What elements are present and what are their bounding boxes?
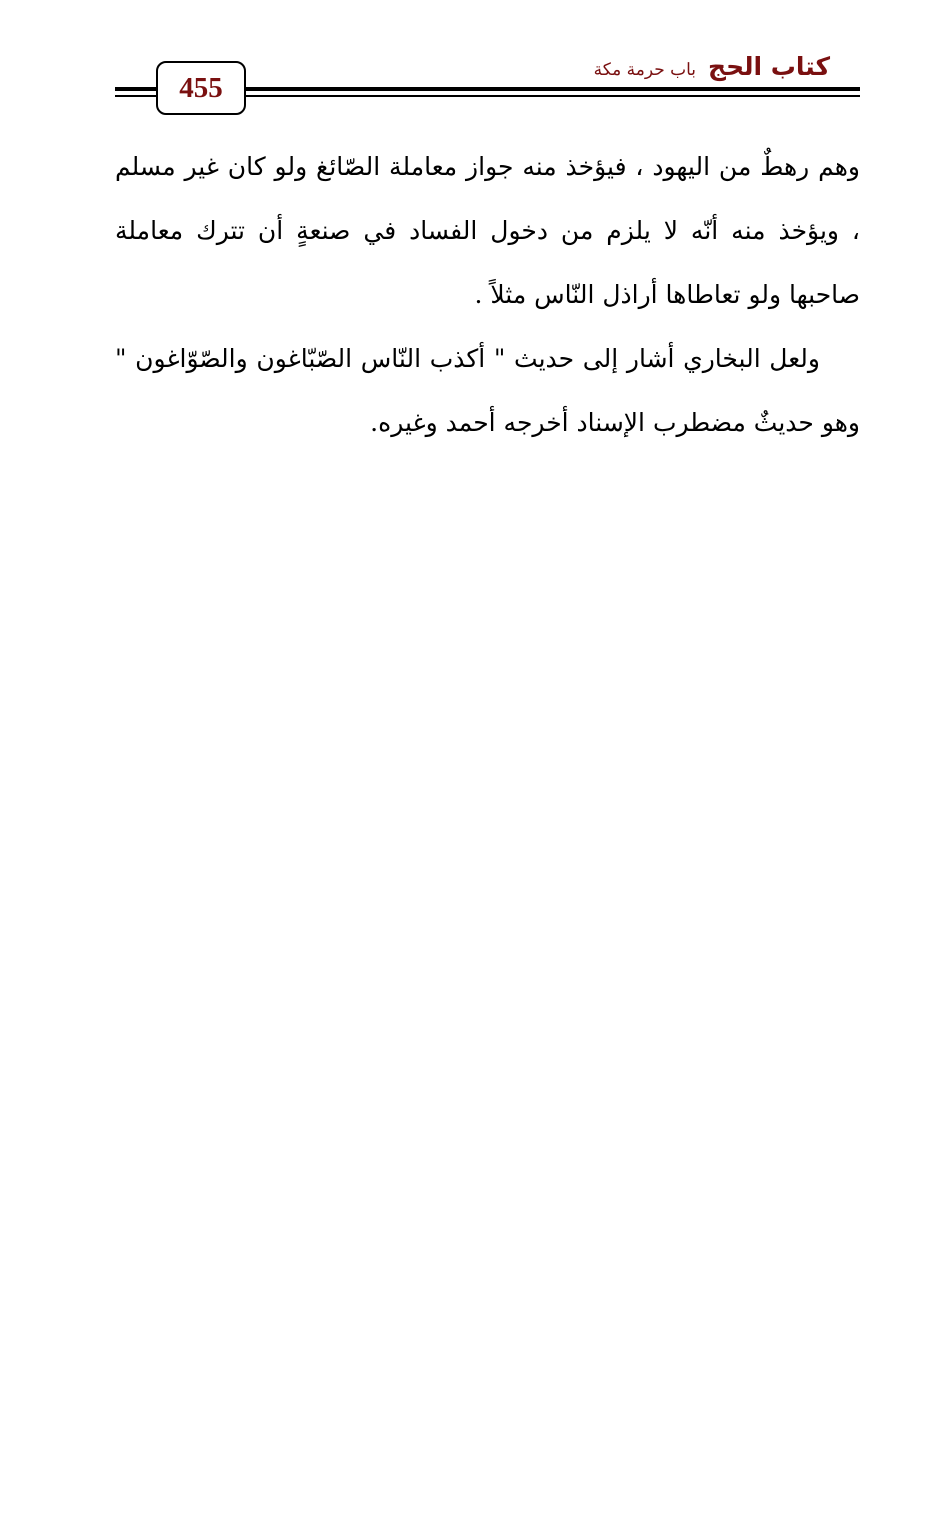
page-body [115, 135, 860, 455]
page-header [0, 0, 945, 130]
paragraph-1: وهم رهطٌ من اليهود ، فيؤخذ منه جواز معاملة الصّائغ ولو كان غير مسلم ، ويؤخذ منه أنّه لا يلزم من دخول الفساد في صنعةٍ أن تترك معاملة صاحبها ولو تعاطاها أراذل النّاس مثلاً . [115, 152, 860, 309]
running-title [594, 52, 830, 81]
chapter-name: باب حرمة مكة [593, 60, 697, 80]
book-name: كتاب الحج [708, 52, 830, 81]
paragraph-2: ولعل البخاري أشار إلى حديث " أكذب النّاس الصّبّاغون والصّوّاغون " وهو حديثٌ مضطرب الإسناد أخرجه أحمد وغيره. [115, 344, 860, 437]
page-number: 455 [156, 61, 246, 115]
